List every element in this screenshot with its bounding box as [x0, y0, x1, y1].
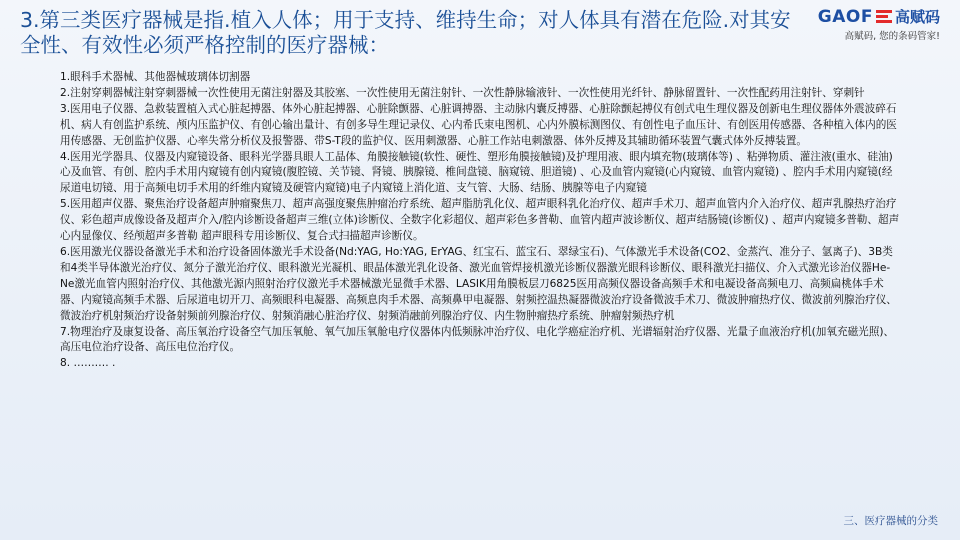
logo-wordmark: GAOF [817, 6, 873, 27]
logo-e-icon [876, 10, 892, 24]
brand-logo [770, 6, 940, 42]
logo-chinese-name: 高赋码 [894, 8, 940, 26]
list-item-2: 2.注射穿刺器械注射穿刺器械一次性使用无菌注射器及其胶塞、一次性使用无菌注射针、一次性静脉输液针、一次性使用光纤针、静脉留置针、一次性配药用注射针、穿刺针 [60, 86, 865, 99]
section-footer: 三、医疗器械的分类 [843, 515, 938, 527]
list-item-8: 8. ………. . [60, 357, 116, 370]
list-item-6: 6.医用激光仪器设备激光手术和治疗设备固体激光手术设备(Nd:YAG, Ho:YAG, ErYAG、红宝石、蓝宝石、翠绿宝石)、气体激光手术设备(CO2、金蒸汽、准分子、氩离子)、3B类和4类半导体激光治疗仪、氮分子激光治疗仪、眼科激光光凝机、眼晶体激光乳化设备、激光血管焊接机激光诊断仪器激光眼科诊断仪、眼科激光扫描仪、介入式激光诊治仪器He-Ne激光血管内照射治疗仪、其他激光源内照射治疗仪激光手术器械激光显微手术器、LASIK用角膜板层刀6825医用高频仪器设备高频手术和电凝设备高频电刀、高频扁桃体手术器、内窥镜高频手术器、后尿道电切开刀、高频眼科电凝器、高频息肉手术器、高频鼻甲电凝器、射频控温热凝器微波治疗设备微波手术刀、微波肿瘤热疗仪、微波前列腺治疗仪、微波治疗机射频治疗设备射频前列腺治疗仪、射频消融心脏治疗仪、射频消融前列腺治疗仪、内生物肿瘤热疗系统、肿瘤射频热疗机 [60, 245, 897, 322]
list-item-5: 5.医用超声仪器、聚焦治疗设备超声肿瘤聚焦刀、超声高强度聚焦肿瘤治疗系统、超声脂肪乳化仪、超声眼科乳化治疗仪、超声手术刀、超声血管内介入治疗仪、超声乳腺热疗治疗仪、彩色超声成像设备及超声介入/腔内诊断设备超声三维(立体)诊断仪、全数字化彩超仪、超声彩色多普勒、血管内超声波诊断仪、超声结肠镜(诊断仪) 、超声内窥镜多普勒、超声心内显像仪、经颅超声多普勒 超声眼科专用诊断仪、复合式扫描超声诊断仪。 [60, 198, 900, 243]
logo-row [770, 6, 940, 27]
list-item-4: 4.医用光学器具、仪器及内窥镜设备、眼科光学器具眼人工晶体、角膜接触镜(软性、硬性、塑形角膜接触镜)及护理用液、眼内填充物(玻璃体等) 、粘弹物质、灌注液(重水、硅油)心及血管、有创、腔内手术用内窥镜有创内窥镜(腹腔镜、关节镜、肾镜、胰腺镜、椎间盘镜、脑窥镜、胆道镜) 、心及血管内窥镜(心内窥镜、血管内窥镜) 、腔内手术用内窥镜(经尿道电切镜、用于高频电切手术用的纤维内窥镜及硬管内窥镜)电子内窥镜上消化道、支气管、大肠、结肠、胰腺等电子内窥镜 [60, 150, 893, 195]
device-list [60, 70, 900, 372]
list-item-1: 1.眼科手术器械、其他器械玻璃体切割器 [60, 71, 251, 83]
list-item-7: 7.物理治疗及康复设备、高压氧治疗设备空气加压氧舱、氧气加压氧舱电疗仪器体内低频脉冲治疗仪、电化学癌症治疗机、光谱辐射治疗仪器、光量子血液治疗机(加氧充磁光照)、高压电位治疗设备、高压电位治疗仪。 [60, 325, 895, 354]
list-item-3: 3.医用电子仪器、急救装置植入式心脏起搏器、体外心脏起搏器、心脏除颤器、心脏调搏器、主动脉内囊反搏器、心脏除颤起搏仪有创式电生理仪器及创新电生理仪器体外震波碎石机、病人有创监护系统、颅内压监护仪、有创心输出量计、有创多导生理记录仪、心内希氏束电图机、心内外膜标测图仪、有创性电子血压计、有创医用传感器、各种植入体内的医用传感器、无创监护仪器、心率失常分析仪及报警器、带S-T段的监护仪、医用刺激器、心脏工作站电刺激器、体外反搏及其辅助循环装置气囊式体外反搏装置。 [60, 102, 897, 147]
slide-heading: 3.第三类医疗器械是指.植入人体；用于支持、维持生命；对人体具有潜在危险.对其安全性、有效性必须严格控制的医疗器械： [20, 8, 791, 57]
logo-slogan: 高赋码, 您的条码管家! [844, 31, 940, 42]
